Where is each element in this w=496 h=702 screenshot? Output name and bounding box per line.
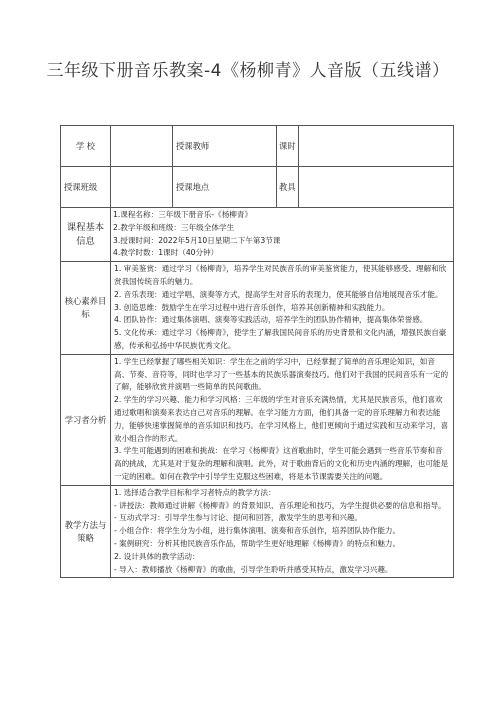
core-literacy-content	[111, 262, 454, 355]
teaching-methods-item: - 互动式学习：引导学生参与讨论、提问和回答，激发学生的思考和兴趣。	[114, 513, 363, 523]
learner-analysis-item: 1. 学生已经掌握了哪些相关知识：学生在之前的学习中，已经掌握了简单的音乐理论知识，如音高、节奏、音符等，同时也学习了一些基本的民族乐器演奏技巧。他们对于我国的民间音乐有一定的了解，能够欣赏并演唱一些简单的民间歌曲。	[114, 356, 449, 392]
teaching-methods-item: - 讲授法：教师通过讲解《杨柳青》的背景知识、音乐理论和技巧，为学生提供必要的信息和指导。	[114, 500, 446, 510]
header-row-2	[61, 167, 454, 208]
teaching-methods-item: - 小组合作：将学生分为小组，进行集体演唱、演奏和音乐创作，培养团队协作能力。	[114, 526, 401, 536]
class-value	[111, 167, 173, 208]
learner-analysis-item: 2. 学生的学习兴趣、能力和学习风格：三年级的学生对音乐充满热情，尤其是民族音乐，他们喜欢通过歌唱和演奏来表达自己对音乐的理解。在学习能力方面，他们具备一定的音乐理解力和表达能力，能够快速掌握简单的音乐知识和技巧。在学习风格上，他们更倾向于通过实践和互动来学习，喜欢小组合作的形式。	[114, 395, 449, 443]
core-literacy-item: 5. 文化传承：通过学习《杨柳青》，使学生了解我国民间音乐的历史背景和文化内涵，增强民族自豪感，传承和弘扬中华民族优秀文化。	[114, 328, 447, 350]
teaching-methods-item: 2. 设计具体的教学活动：	[114, 551, 200, 561]
teaching-methods-content	[111, 485, 454, 578]
tools-value	[299, 167, 454, 208]
core-literacy-item: 1. 审美鉴赏：通过学习《杨柳青》，培养学生对民族音乐的审美鉴赏能力，使其能够感受、理解和欣赏我国传统音乐的魅力。	[114, 264, 447, 286]
teaching-methods-label: 教学方法与策略	[61, 485, 111, 578]
basic-info-line: 4.教学时数：1课时（40分钟）	[113, 248, 219, 258]
basic-info-line: 1.课程名称：三年级下册音乐-《杨柳青》	[113, 210, 253, 219]
teaching-methods-item: - 导入：教师播放《杨柳青》的歌曲，引导学生聆听并感受其特点，激发学习兴趣。	[114, 564, 393, 574]
basic-info-content	[111, 208, 454, 262]
teaching-methods-item: 1. 选择适合教学目标和学习者特点的教学方法：	[114, 487, 276, 497]
core-literacy-row	[61, 262, 454, 355]
core-literacy-label: 核心素养目标	[61, 262, 111, 355]
basic-info-label: 课程基本信息	[61, 208, 111, 262]
hours-label: 课时	[277, 126, 299, 167]
basic-info-line: 3.授课时间：2022年5月10日星期二下午第3节课	[113, 235, 281, 245]
teacher-label: 授课教师	[173, 126, 277, 167]
location-label: 授课地点	[173, 167, 277, 208]
learner-analysis-row	[61, 354, 454, 485]
learner-analysis-content	[111, 354, 454, 485]
tools-label: 教具	[277, 167, 299, 208]
learner-analysis-label: 学习者分析	[61, 354, 111, 485]
lesson-plan-table	[60, 125, 454, 578]
core-literacy-item: 2. 音乐表现：通过学唱、演奏等方式，提高学生对音乐的表现力，使其能够自信地展现音乐才能。	[114, 289, 443, 299]
core-literacy-item: 3. 创造思维：鼓励学生在学习过程中进行音乐创作，培养其创新精神和实践能力。	[114, 302, 390, 312]
school-label: 学 校	[61, 126, 111, 167]
learner-analysis-item: 3. 学生可能遇到的困难和挑战：在学习《杨柳青》这首歌曲时，学生可能会遇到一些音乐节奏和音高的挑战，尤其是对于复杂的理解和演唱。此外，对于歌曲背后的文化和历史内涵的理解，也可能是一定的困难。如何在教学中引导学生克服这些困难，将是本节课需要关注的问题。	[114, 446, 449, 481]
page-title: 三年级下册音乐教案-4《杨柳青》人音版（五线谱）	[46, 61, 450, 81]
school-value	[111, 126, 173, 167]
teaching-methods-item: - 案例研究：分析其他民族音乐作品，帮助学生更好地理解《杨柳青》的特点和魅力。	[114, 538, 401, 548]
basic-info-line: 2.教学年级和班级：三年级全体学生	[113, 222, 235, 232]
class-label: 授课班级	[61, 167, 111, 208]
teaching-methods-row	[61, 485, 454, 578]
header-row-1	[61, 126, 454, 167]
core-literacy-item: 4. 团队协作：通过集体演唱、演奏等实践活动，培养学生的团队协作精神，提高集体荣誉感。	[114, 315, 428, 325]
hours-value	[299, 126, 454, 167]
basic-info-row	[61, 208, 454, 262]
